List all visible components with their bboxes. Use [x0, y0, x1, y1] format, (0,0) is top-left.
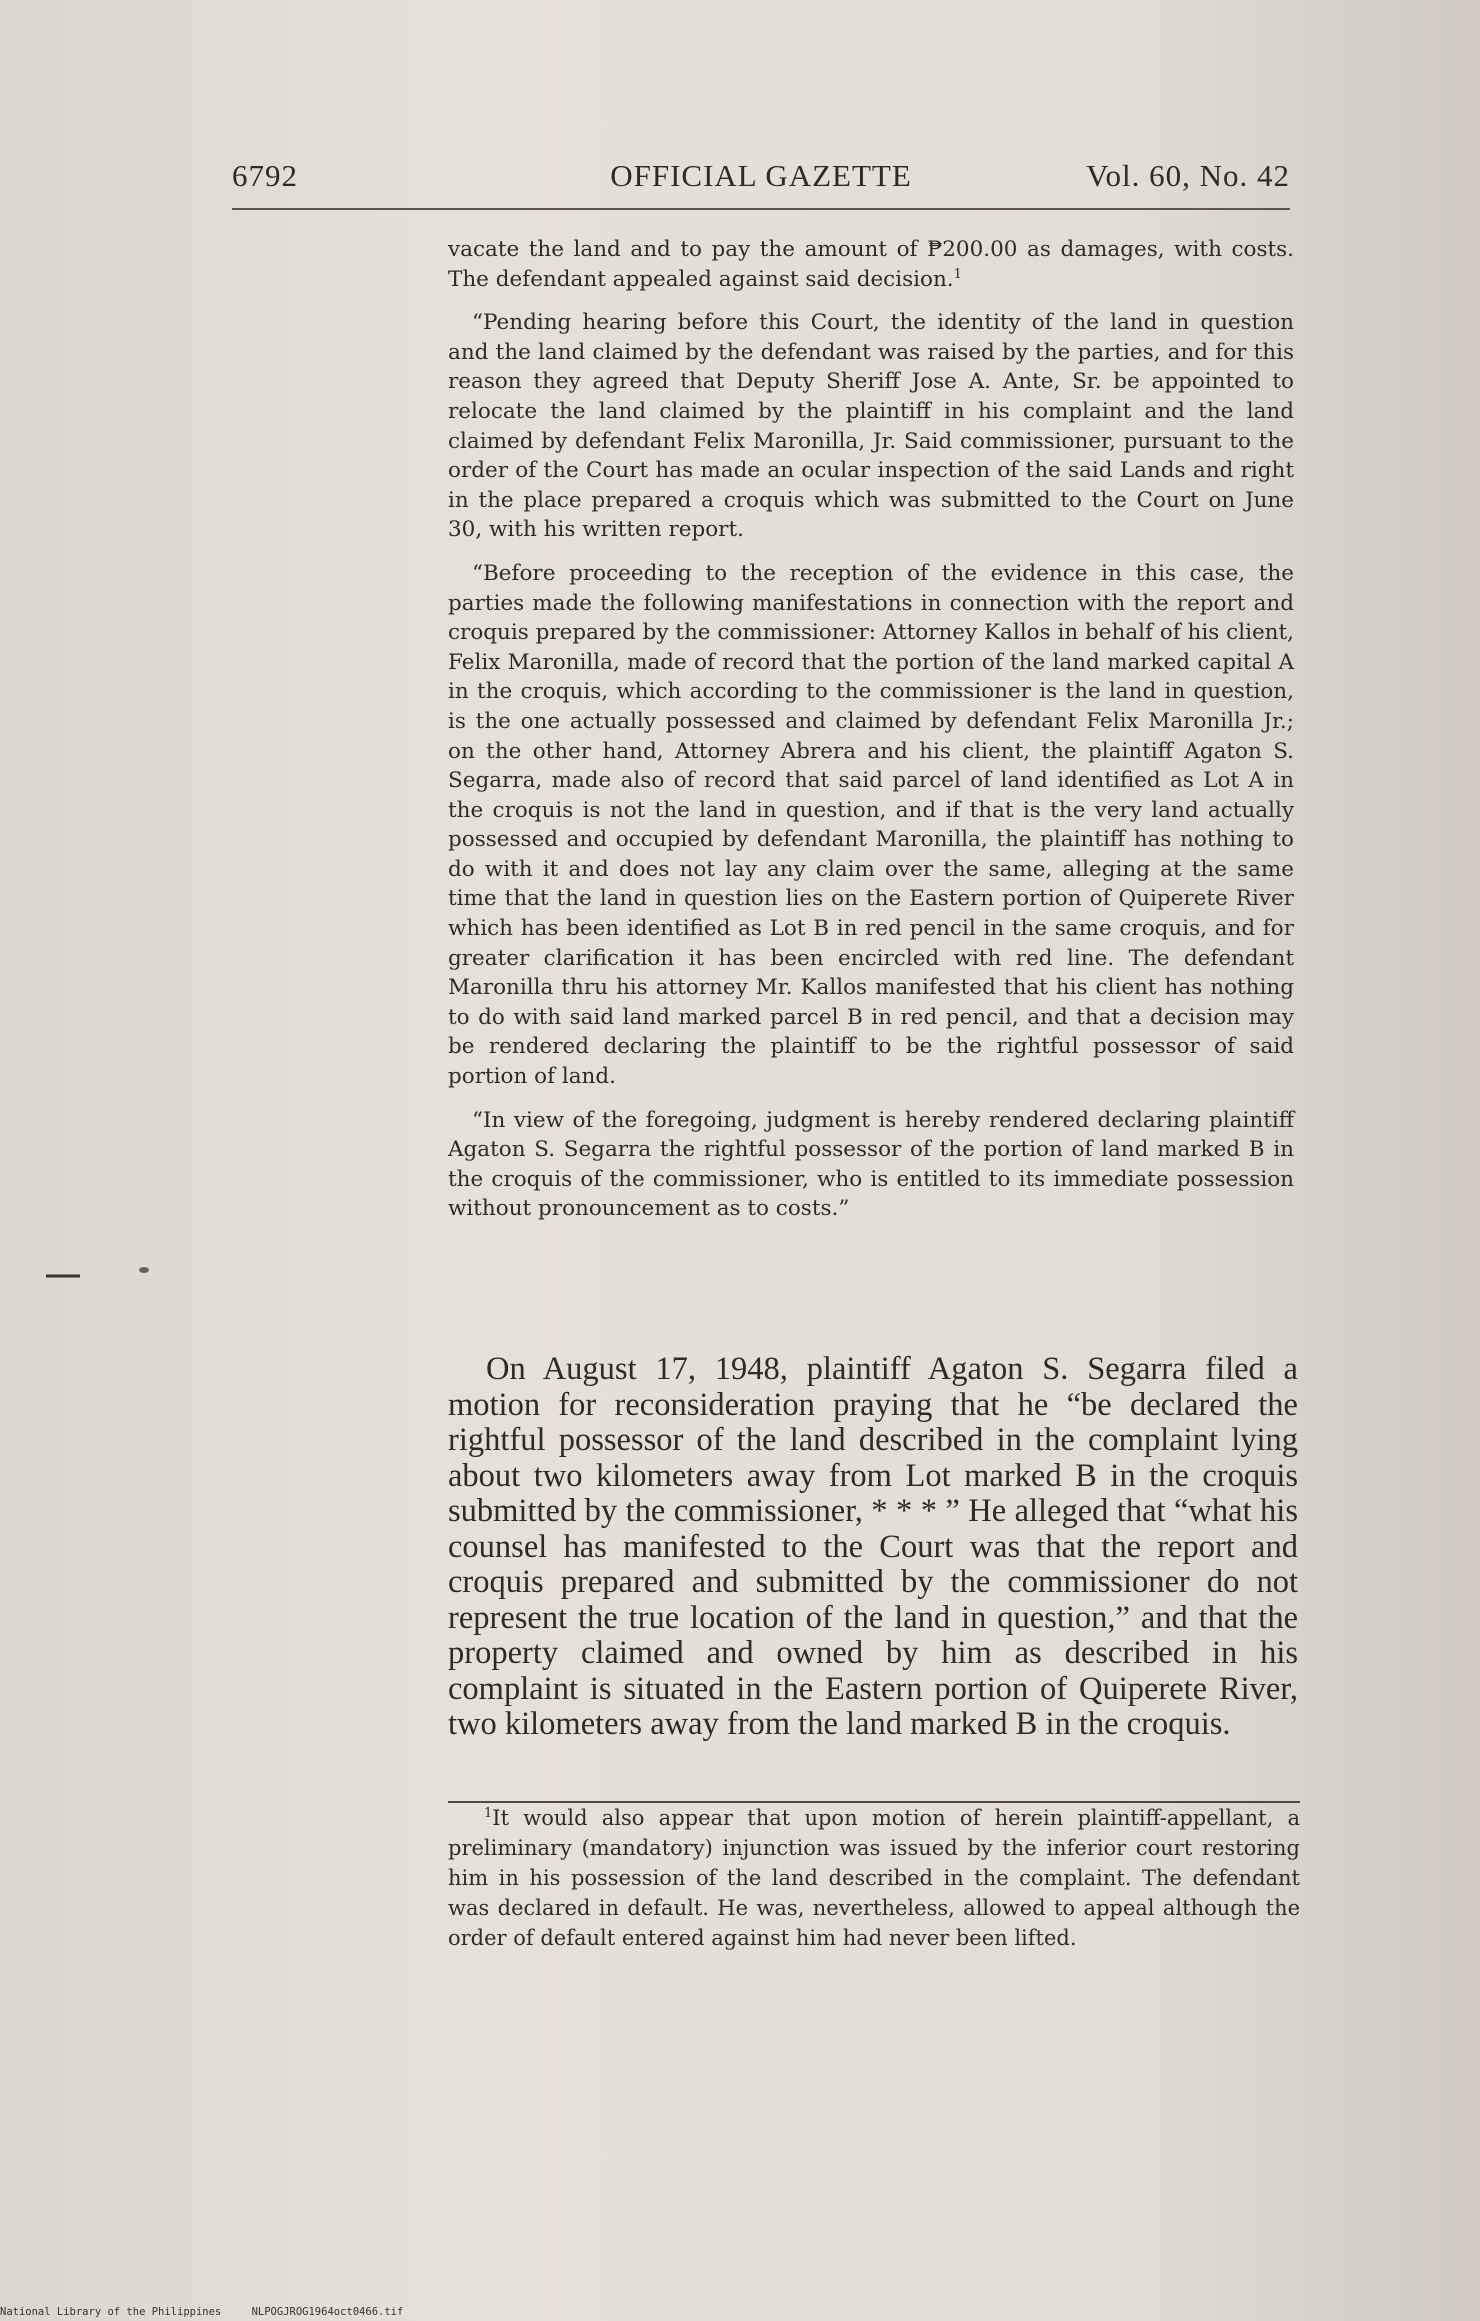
archive-library: National Library of the Philippines: [0, 2306, 222, 2318]
running-header: [232, 150, 1290, 200]
footnote-text: It would also appear that upon motion of herein plaintiff-appellant, a preliminary (mandatory) injunction was issued by the inferior court restoring him in his possession of the land described in the complaint. The defendant was declared in default. He was, nevertheless, allowed to appeal although the order of default entered against him had never been lifted.: [448, 1806, 1300, 1950]
footnote-ref: 1: [953, 266, 962, 282]
volume-number: Vol. 60, No. 42: [1086, 158, 1290, 193]
archive-label: [0, 2306, 700, 2318]
header-rule: [232, 208, 1290, 210]
main-paragraph: On August 17, 1948, plaintiff Agaton S. Segarra filed a motion for reconsideration praying that he “be declared the rightful possessor of the land described in the complaint lying about two kilometers away from Lot marked B in the croquis submitted by the commissioner, * * * ” He alleged that “what his counsel has manifested to the Court was that the report and croquis prepared and submitted by the commissioner do not represent the true location of the land in question,” and that the property claimed and owned by him as described in his complaint is situated in the Eastern portion of Quiperete River, two kilometers away from the land marked B in the croquis.: [448, 1351, 1298, 1742]
quoted-decision: [448, 235, 1294, 1238]
paragraph-3: “Before proceeding to the reception of the evidence in this case, the parties made the following manifestations in connection with the report and croquis prepared by the commissioner: Attorney Kallos in behalf of his client, Felix Maronilla, made of record that the portion of the land marked capital A in the croquis, which according to the commissioner is the land in question, is the one actually possessed and claimed by defendant Felix Maronilla Jr.; on the other hand, Attorney Abrera and his client, the plaintiff Agaton S. Segarra, made also of record that said parcel of land identified as Lot A in the croquis is not the land in question, and if that is the very land actually possessed and occupied by defendant Maronilla, the plaintiff has nothing to do with it and does not lay any claim over the same, alleging at the same time that the land in question lies on the Eastern portion of Quiperete River which has been identified as Lot B in red pencil in the same croquis, and for greater clarification it has been encircled with red line. The defendant Maronilla thru his attorney Mr. Kallos manifested that his client has nothing to do with said land marked parcel B in red pencil, and that a decision may be rendered declaring the plaintiff to be the rightful possessor of said portion of land.: [448, 560, 1294, 1090]
margin-mark: [44, 1260, 164, 1290]
paragraph-4: “In view of the foregoing, judgment is hereby rendered declaring plaintiff Agaton S. Segarra the rightful possessor of the portion of land marked B in the croquis of the commissioner, who is entitled to its immediate possession without pronouncement as to costs.”: [448, 1107, 1294, 1222]
paragraph-2: “Pending hearing before this Court, the identity of the land in question and the land claimed by the defendant was raised by the parties, and for this reason they agreed that Deputy Sheriff Jose A. Ante, Sr. be appointed to relocate the land claimed by the plaintiff in his complaint and the land claimed by defendant Felix Maronilla, Jr. Said commissioner, pursuant to the order of the Court has made an ocular inspection of the said Lands and right in the place prepared a croquis which was submitted to the Court on June 30, with his written report.: [448, 310, 1294, 543]
archive-file: NLPOGJROG1964oct0466.tif: [251, 2306, 404, 2318]
page-number: 6792: [232, 158, 298, 193]
footnote-marker: 1: [484, 1806, 493, 1821]
paragraph-1: [448, 235, 1294, 294]
paragraph-1-text: vacate the land and to pay the amount of ₱200.00 as damages, with costs. The defendant appealed against said decision.: [448, 237, 1294, 292]
footnote: [448, 1803, 1300, 1953]
publication-title: OFFICIAL GAZETTE: [610, 158, 912, 193]
